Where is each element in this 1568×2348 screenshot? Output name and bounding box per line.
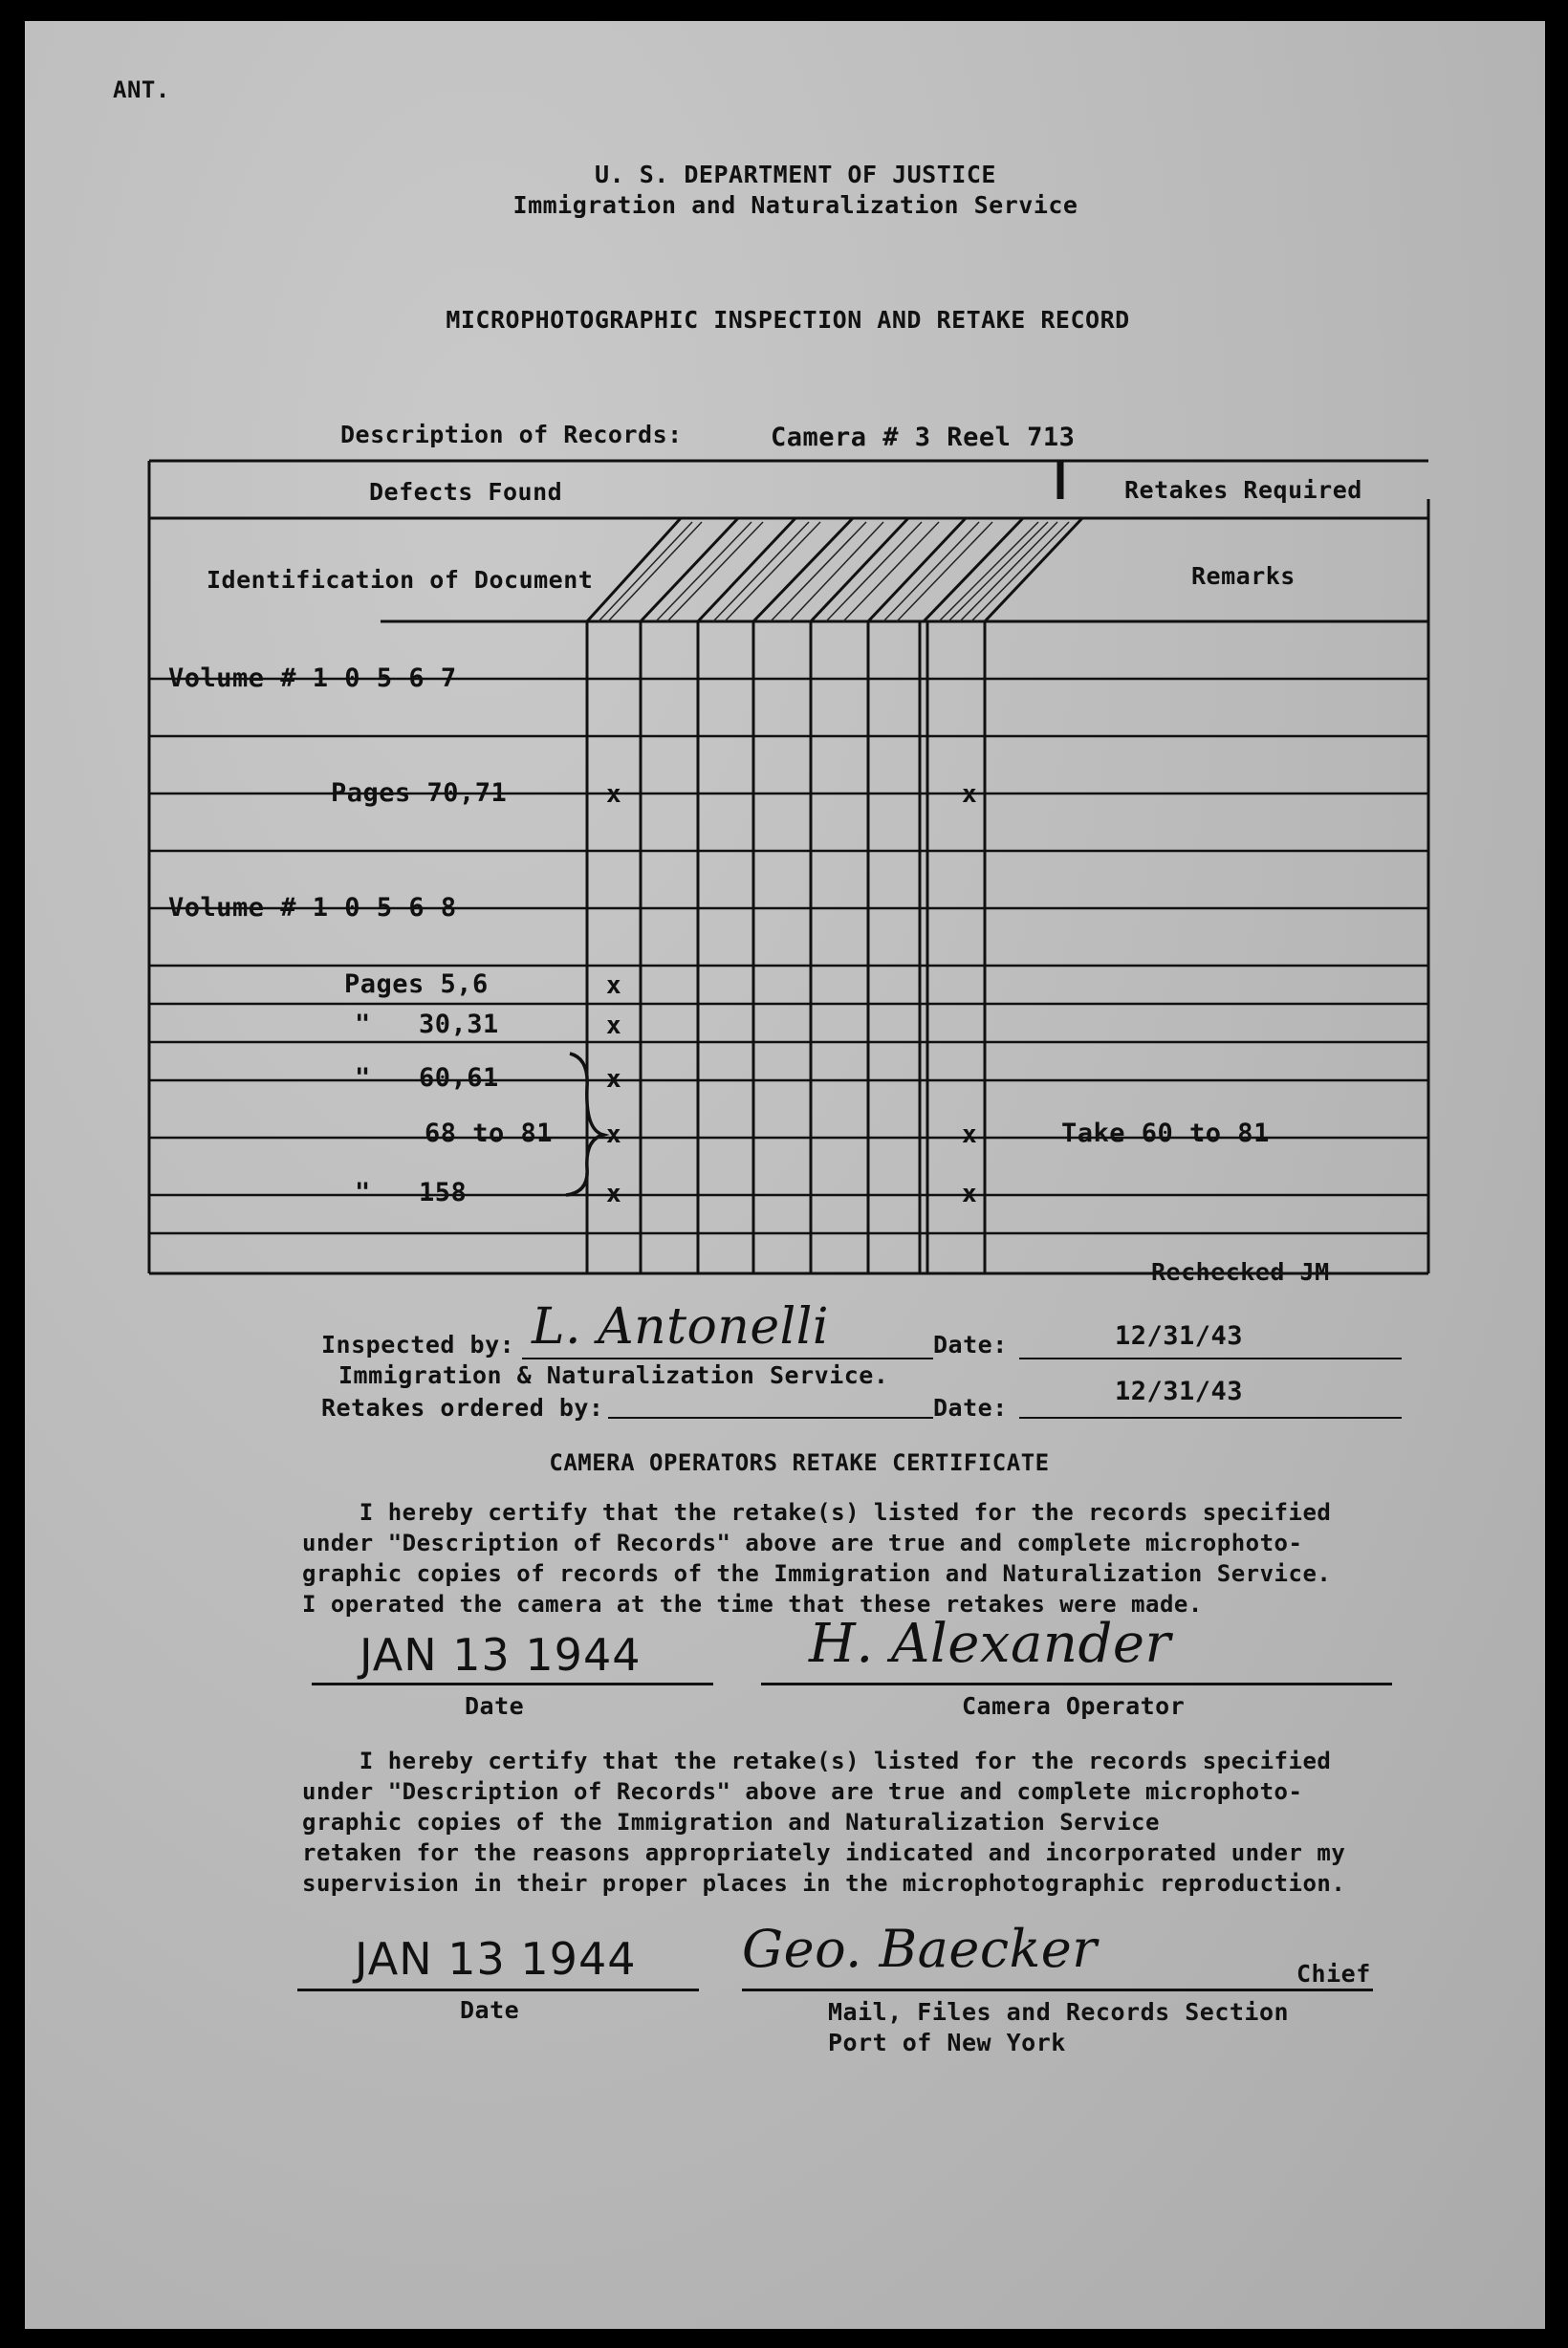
agency-name: Immigration & Naturalization Service. bbox=[338, 1361, 889, 1389]
department-heading: U. S. DEPARTMENT OF JUSTICE bbox=[595, 161, 996, 188]
corner-mark: ANT. bbox=[113, 76, 170, 103]
service-heading: Immigration and Naturalization Service bbox=[512, 191, 1078, 219]
date-stamp: JAN 13 1944 bbox=[355, 1933, 637, 1985]
defect-mark: x bbox=[606, 1011, 622, 1040]
section-name: Mail, Files and Records Section bbox=[828, 1998, 1290, 2026]
certificate-text-line: I hereby certify that the retake(s) listed for the records specified bbox=[302, 1499, 1332, 1526]
inspected-date: 12/31/43 bbox=[1115, 1321, 1244, 1351]
date-label: Date: bbox=[933, 1394, 1008, 1422]
certificate-text-line: graphic copies of records of the Immigration and Naturalization Service. bbox=[302, 1560, 1332, 1587]
certificate-text-line: under "Description of Records" above are true and complete microphoto- bbox=[302, 1778, 1303, 1805]
description-value: Camera # 3 Reel 713 bbox=[771, 423, 1076, 452]
defect-mark: x bbox=[606, 971, 622, 1000]
retake-mark: x bbox=[962, 780, 978, 809]
defect-mark: x bbox=[606, 1180, 622, 1208]
date-stamp: JAN 13 1944 bbox=[359, 1629, 642, 1681]
document-page bbox=[25, 21, 1545, 2329]
chief-signature: Geo. Baecker bbox=[742, 1919, 1098, 1979]
table-row-id: " 60,61 bbox=[355, 1063, 499, 1093]
table-row-id: 68 to 81 bbox=[425, 1119, 554, 1148]
operator-signature: H. Alexander bbox=[809, 1613, 1171, 1675]
date-caption: Date bbox=[460, 1996, 520, 2024]
certificate-text-line: I hereby certify that the retake(s) listed for the records specified bbox=[302, 1748, 1332, 1774]
operator-signature-line bbox=[761, 1683, 1392, 1685]
table-row-id: Pages 70,71 bbox=[331, 778, 508, 808]
remarks-header: Remarks bbox=[1191, 562, 1296, 590]
defect-mark: x bbox=[606, 780, 622, 809]
inspected-by-label: Inspected by: bbox=[321, 1331, 515, 1359]
table-row-id: " 158 bbox=[355, 1178, 468, 1207]
inspector-signature: L. Antonelli bbox=[532, 1298, 829, 1356]
camera-certificate-title: CAMERA OPERATORS RETAKE CERTIFICATE bbox=[549, 1449, 1050, 1476]
retakes-required-header: Retakes Required bbox=[1124, 476, 1362, 504]
table-row-id: Volume # 1 0 5 6 8 bbox=[168, 893, 457, 923]
retakes-ordered-label: Retakes ordered by: bbox=[321, 1394, 604, 1422]
table-row-id: Volume # 1 0 5 6 7 bbox=[168, 663, 457, 693]
operator-caption: Camera Operator bbox=[962, 1692, 1186, 1720]
certificate-text-line: graphic copies of the Immigration and Naturalization Service bbox=[302, 1809, 1160, 1836]
table-row-id: " 30,31 bbox=[355, 1010, 499, 1039]
defects-found-header: Defects Found bbox=[369, 478, 563, 506]
retakes-ordered-line bbox=[608, 1417, 933, 1419]
certificate-text-line: retaken for the reasons appropriately indicated and incorporated under my bbox=[302, 1839, 1346, 1866]
date-line bbox=[312, 1683, 713, 1685]
port-name: Port of New York bbox=[828, 2029, 1066, 2056]
certificate-text-line: supervision in their proper places in the microphotographic reproduction. bbox=[302, 1870, 1346, 1897]
certificate-text-line: I operated the camera at the time that these retakes were made. bbox=[302, 1591, 1203, 1618]
date-line bbox=[297, 1989, 699, 1991]
certificate-text-line: under "Description of Records" above are true and complete microphoto- bbox=[302, 1530, 1303, 1556]
chief-title: Chief bbox=[1296, 1960, 1371, 1988]
date-caption: Date bbox=[465, 1692, 525, 1720]
description-label: Description of Records: bbox=[340, 421, 683, 448]
remark-text: Take 60 to 81 bbox=[1061, 1119, 1270, 1148]
retakes-date: 12/31/43 bbox=[1115, 1377, 1244, 1406]
defect-mark: x bbox=[606, 1120, 622, 1149]
date-line bbox=[1019, 1417, 1402, 1419]
rechecked-note: Rechecked JM bbox=[1151, 1258, 1330, 1286]
date-label: Date: bbox=[933, 1331, 1008, 1359]
chief-signature-line bbox=[742, 1989, 1373, 1991]
inspected-by-line bbox=[522, 1358, 933, 1359]
defect-mark: x bbox=[606, 1065, 622, 1094]
date-line bbox=[1019, 1358, 1402, 1359]
identification-header: Identification of Document bbox=[207, 566, 594, 594]
retake-mark: x bbox=[962, 1120, 978, 1149]
retake-mark: x bbox=[962, 1180, 978, 1208]
table-row-id: Pages 5,6 bbox=[344, 969, 489, 999]
form-title: MICROPHOTOGRAPHIC INSPECTION AND RETAKE RECORD bbox=[446, 306, 1130, 334]
